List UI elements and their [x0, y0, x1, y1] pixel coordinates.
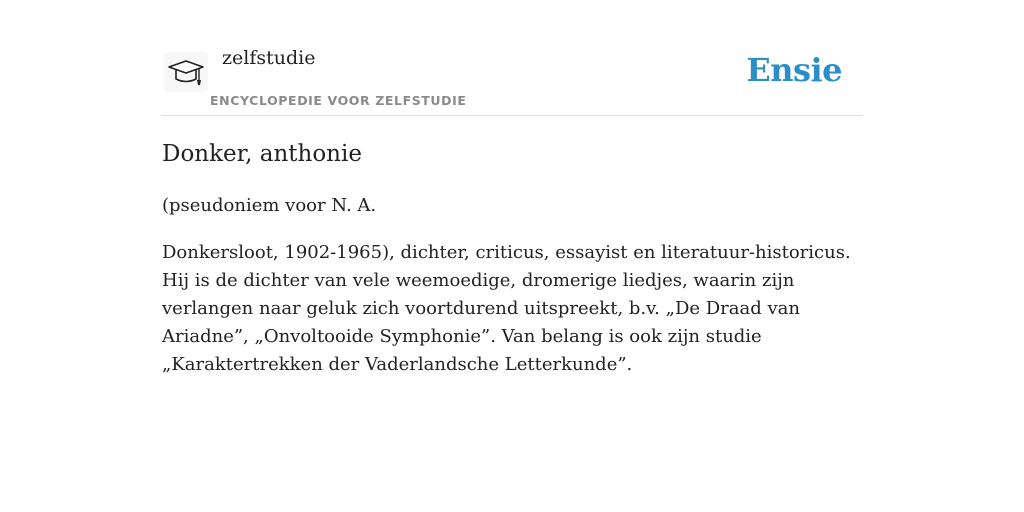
site-tagline: ENCYCLOPEDIE VOOR ZELFSTUDIE — [210, 93, 467, 108]
article — [162, 138, 862, 379]
site-header — [162, 36, 862, 116]
brand-logo[interactable]: Ensie — [746, 51, 842, 89]
site-name[interactable]: zelfstudie — [222, 47, 316, 69]
article-title: Donker, anthonie — [162, 141, 362, 167]
graduation-cap-icon[interactable] — [164, 52, 208, 92]
article-paragraph-1: (pseudoniem voor N. A. — [162, 195, 377, 216]
article-paragraph-2: Donkersloot, 1902-1965), dichter, criticus, essayist en literatuur-historicus. Hij is de dichter van vele weemoedige, dromerige liedjes, waarin zijn verlangen naar geluk zich voortdurend uitspreekt, b.v. „De Draad van Ariadne”, „Onvoltooide Symphonie”. Van belang is ook zijn studie „Karaktertrekken der Vaderlandsche Letterkunde”. — [162, 242, 851, 375]
